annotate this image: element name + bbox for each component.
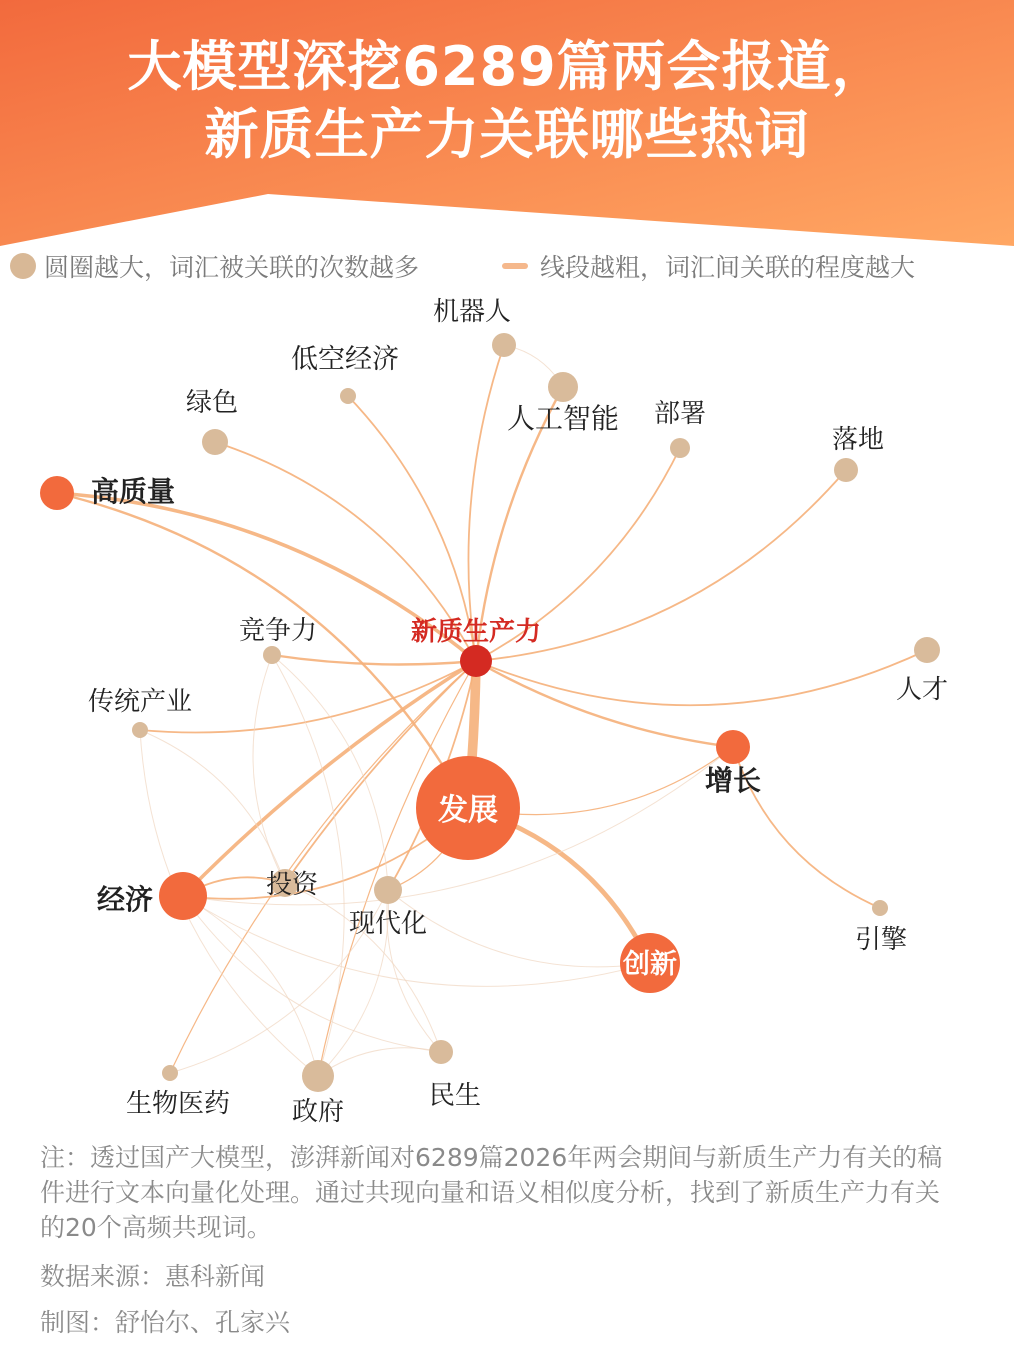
- edge-新质生产力-机器人: [468, 345, 504, 661]
- edge-新质生产力-人才: [476, 650, 927, 705]
- edge-发展-高质量: [57, 493, 468, 808]
- legend-size-text: 圆圈越大，词汇被关联的次数越多: [44, 253, 420, 282]
- node-竞争力: [263, 646, 281, 664]
- node-部署: [670, 438, 690, 458]
- node-label-民生: 民生: [428, 1081, 482, 1111]
- node-引擎: [872, 900, 888, 916]
- node-label-高质量: 高质量: [90, 475, 176, 508]
- node-生物医药: [162, 1065, 178, 1081]
- node-label-人工智能: 人工智能: [506, 402, 620, 435]
- node-label-创新: 创新: [623, 949, 677, 980]
- node-label-增长: 增长: [704, 764, 762, 797]
- node-人工智能: [548, 372, 578, 402]
- node-低空经济: [340, 388, 356, 404]
- node-绿色: [202, 429, 228, 455]
- edge-竞争力-投资: [253, 655, 285, 883]
- node-label-现代化: 现代化: [348, 909, 428, 939]
- edge-政府-民生: [318, 1048, 441, 1076]
- node-label-竞争力: 竞争力: [238, 616, 318, 646]
- labels-layer: [88, 297, 948, 1127]
- node-label-低空经济: 低空经济: [291, 344, 399, 375]
- node-label-落地: 落地: [831, 425, 885, 455]
- edge-新质生产力-竞争力: [272, 655, 476, 664]
- node-label-新质生产力: 新质生产力: [410, 617, 542, 647]
- node-label-投资: 投资: [265, 870, 319, 900]
- page-title-line-1: 大模型深挖6289篇两会报道，: [127, 35, 887, 98]
- node-label-机器人: 机器人: [432, 297, 512, 327]
- node-label-人才: 人才: [895, 675, 949, 705]
- footnote: 注：透过国产大模型，澎湃新闻对6289篇2026年两会期间与新质生产力有关的稿件进行文本向量化处理。通过共现向量和语义相似度分析，找到了新质生产力有关的20个高频共现词。: [40, 1143, 943, 1242]
- node-label-部署: 部署: [653, 399, 707, 429]
- edge-传统产业-投资: [140, 730, 285, 883]
- node-落地: [834, 458, 858, 482]
- node-政府: [302, 1060, 334, 1092]
- node-高质量: [40, 476, 74, 510]
- node-机器人: [492, 333, 516, 357]
- node-label-传统产业: 传统产业: [87, 687, 193, 717]
- node-label-引擎: 引擎: [854, 925, 908, 955]
- edge-政府-竞争力: [272, 655, 344, 1076]
- node-人才: [914, 637, 940, 663]
- node-label-生物医药: 生物医药: [125, 1089, 231, 1119]
- node-label-绿色: 绿色: [185, 388, 239, 418]
- node-经济: [159, 872, 207, 920]
- edge-新质生产力-生物医药: [170, 661, 476, 1073]
- page-title-line-2: 新质生产力关联哪些热词: [204, 103, 810, 166]
- node-增长: [716, 730, 750, 764]
- node-label-发展: 发展: [438, 793, 498, 828]
- legend-width-text: 线段越粗，词汇间关联的程度越大: [540, 253, 916, 282]
- node-label-经济: 经济: [96, 883, 154, 916]
- node-传统产业: [132, 722, 148, 738]
- node-现代化: [374, 876, 402, 904]
- node-label-政府: 政府: [291, 1097, 345, 1127]
- node-民生: [429, 1040, 453, 1064]
- chart-credit: 制图：舒怡尔、孔家兴: [40, 1308, 291, 1337]
- edge-新质生产力-增长: [476, 661, 733, 747]
- data-source: 数据来源：惠科新闻: [40, 1262, 266, 1291]
- node-新质生产力: [460, 645, 492, 677]
